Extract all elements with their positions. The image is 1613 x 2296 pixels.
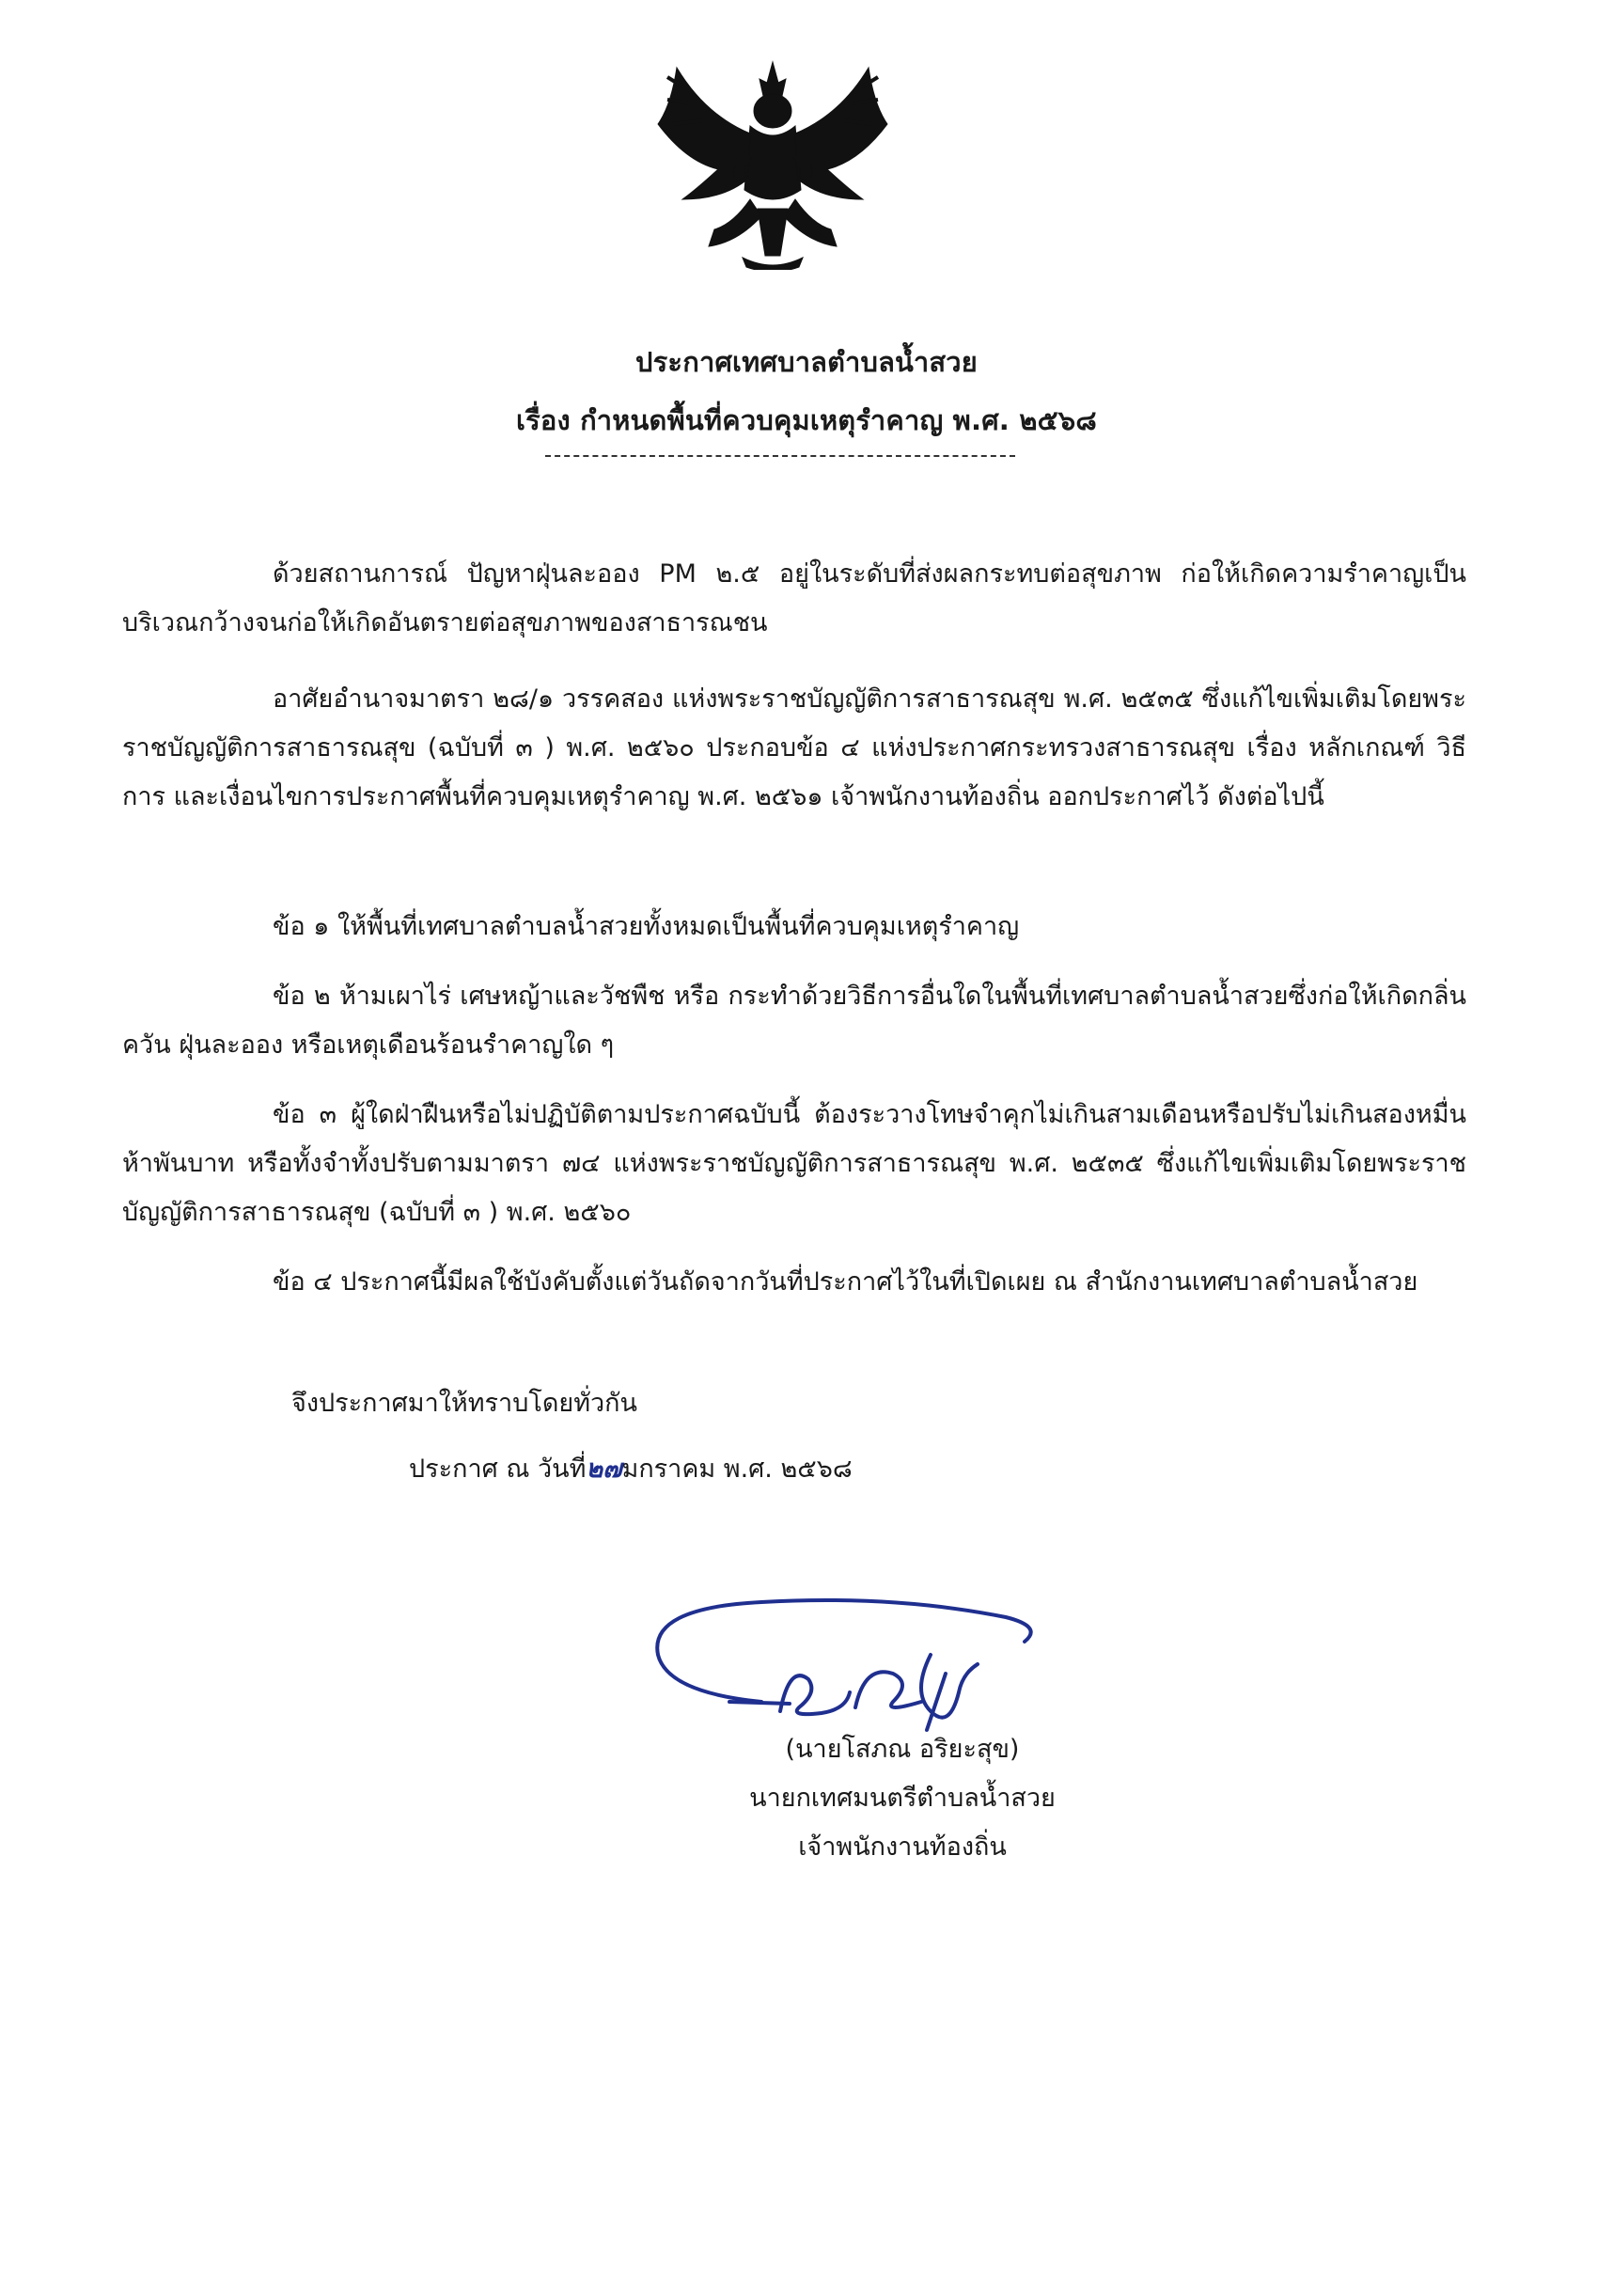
paragraph-clause-4: ข้อ ๔ ประกาศนี้มีผลใช้บังคับตั้งแต่วันถัดจากวันที่ประกาศไว้ในที่เปิดเผย ณ สำนักงานเทศบาลตำบลน้ำสวย xyxy=(273,1267,1418,1297)
paragraph-clause-3: ข้อ ๓ ผู้ใดฝ่าฝืนหรือไม่ปฏิบัติตามประกาศฉบับนี้ ต้องระวางโทษจำคุกไม่เกินสามเดือนหรือปรับไม่เกินสองหมื่นห้าพันบาท หรือทั้งจำทั้งปรับตามมาตรา ๗๔ แห่งพระราชบัญญัติการสาธารณสุข พ.ศ. ๒๕๓๕ ซึ่งแก้ไขเพิ่มเติมโดยพระราชบัญญัติการสาธารณสุข (ฉบับที่ ๓ ) พ.ศ. ๒๕๖๐ xyxy=(122,1100,1466,1227)
announcement-title: ประกาศเทศบาลตำบลน้ำสวย xyxy=(635,346,978,378)
announcement-date xyxy=(409,1448,853,1488)
title-divider xyxy=(545,455,1015,457)
signature-icon xyxy=(649,1589,1062,1739)
paragraph-clause-2: ข้อ ๒ ห้ามเผาไร่ เศษหญ้าและวัชพืช หรือ กระทำด้วยวิธีการอื่นใดในพื้นที่เทศบาลตำบลน้ำสวยซึ่งก่อให้เกิดกลิ่น ควัน ฝุ่นละออง หรือเหตุเดือนร้อนรำคาญใด ๆ xyxy=(122,982,1466,1060)
announcement-subject: เรื่อง กำหนดพื้นที่ควบคุมเหตุรำคาญ พ.ศ. ๒๕๖๘ xyxy=(516,404,1097,436)
paragraph-clause-1: ข้อ ๑ ให้พื้นที่เทศบาลตำบลน้ำสวยทั้งหมดเป็นพื้นที่ควบคุมเหตุรำคาญ xyxy=(273,912,1020,941)
date-prefix: ประกาศ ณ วันที่ xyxy=(409,1455,587,1484)
signer-position: นายกเทศมนตรีตำบลน้ำสวย xyxy=(749,1784,1056,1813)
date-day-handwritten: ๒๗ xyxy=(586,1455,622,1484)
signer-name: (นายโสภณ อริยะสุข) xyxy=(785,1735,1020,1764)
paragraph-legal-basis: อาศัยอำนาจมาตรา ๒๘/๑ วรรคสอง แห่งพระราชบัญญัติการสาธารณสุข พ.ศ. ๒๕๓๕ ซึ่งแก้ไขเพิ่มเติมโดยพระราชบัญญัติการสาธารณสุข (ฉบับที่ ๓ ) พ.ศ. ๒๕๖๐ ประกอบข้อ ๔ แห่งประกาศกระทรวงสาธารณสุข เรื่อง หลักเกณฑ์ วิธีการ และเงื่อนไขการประกาศพื้นที่ควบคุมเหตุรำคาญ พ.ศ. ๒๕๖๑ เจ้าพนักงานท้องถิ่น ออกประกาศไว้ ดังต่อไปนี้ xyxy=(122,684,1466,811)
date-suffix: มกราคม พ.ศ. ๒๕๖๘ xyxy=(621,1455,853,1484)
closing-statement: จึงประกาศมาให้ทราบโดยทั่วกัน xyxy=(291,1389,637,1418)
signer-role: เจ้าพนักงานท้องถิ่น xyxy=(798,1832,1007,1862)
garuda-emblem-icon xyxy=(639,58,907,270)
paragraph-situation: ด้วยสถานการณ์ ปัญหาฝุ่นละออง PM ๒.๕ อยู่ในระดับที่ส่งผลกระทบต่อสุขภาพ ก่อให้เกิดความรำคาญเป็นบริเวณกว้างจนก่อให้เกิดอันตรายต่อสุขภาพของสาธารณชน xyxy=(122,559,1466,637)
